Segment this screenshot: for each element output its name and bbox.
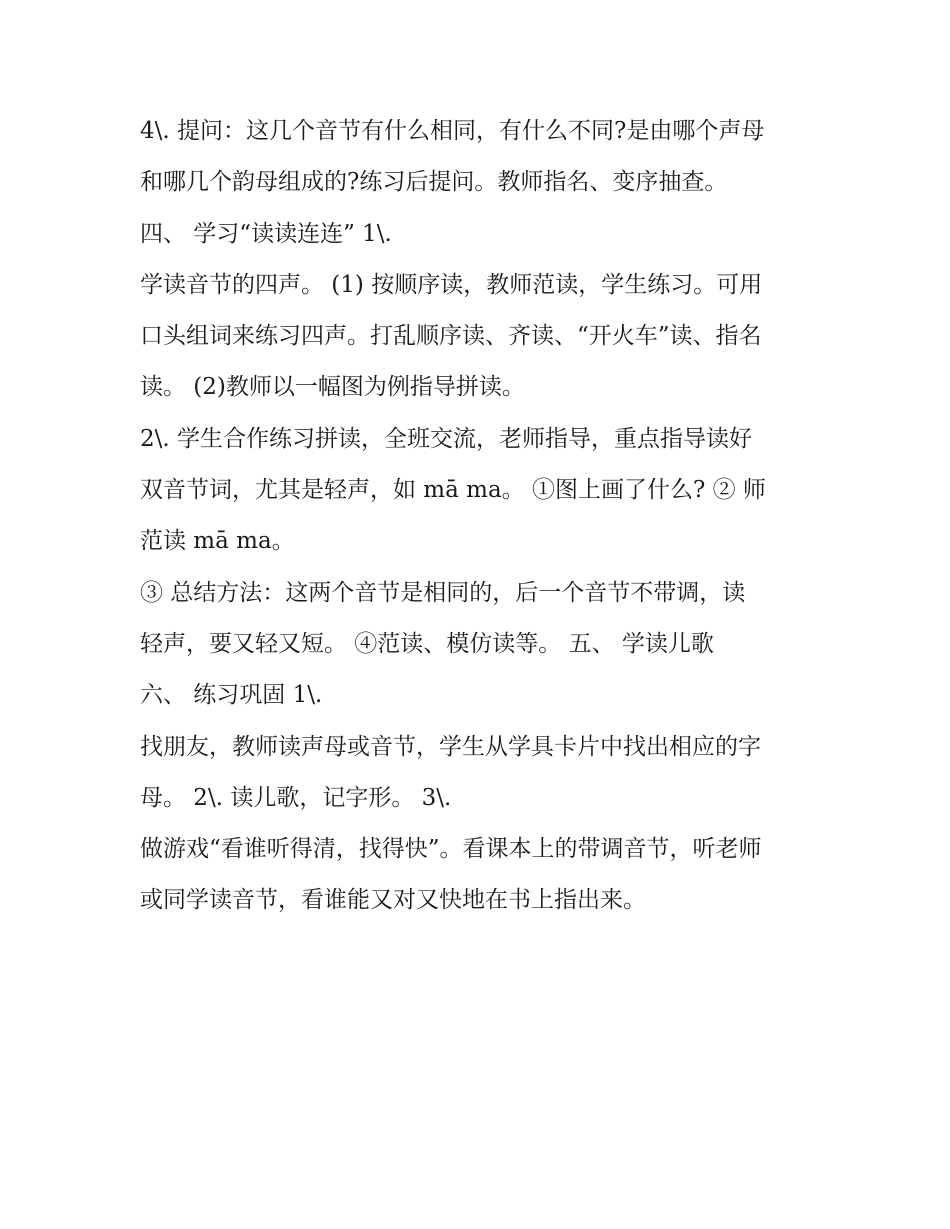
text-line: 读。 (2)教师以一幅图为例指导拼读。 bbox=[140, 374, 525, 401]
lesson-text bbox=[140, 106, 830, 927]
text-line: 学读音节的四声。 (1) 按顺序读，教师范读，学生练习。可用 bbox=[140, 271, 763, 298]
text-line: ③ 总结方法：这两个音节是相同的，后一个音节不带调，读 bbox=[140, 579, 746, 606]
text-line: 做游戏“看谁听得清，找得快”。看课本上的带调音节，听老师 bbox=[140, 836, 762, 863]
text-line: 2\. 学生合作练习拼读，全班交流，老师指导，重点指导读好 bbox=[140, 425, 753, 452]
text-line: 或同学读音节，看谁能又对又快地在书上指出来。 bbox=[140, 887, 646, 914]
text-line: 4\. 提问：这几个音节有什么相同，有什么不同?是由哪个声母 bbox=[140, 118, 765, 144]
text-line: 轻声，要又轻又短。 ④范读、模仿读等。 五、 学读儿歌 bbox=[140, 630, 714, 657]
text-line: 口头组词来练习四声。打乱顺序读、齐读、“开火车”读、指名 bbox=[140, 323, 762, 350]
text-line: 母。 2\. 读儿歌，记字形。 3\. bbox=[140, 784, 452, 811]
text-line: 双音节词，尤其是轻声，如 mā ma。 ①图上画了什么? ② 师 bbox=[140, 477, 766, 504]
text-line: 找朋友，教师读声母或音节，学生从学具卡片中找出相应的字 bbox=[140, 733, 761, 760]
text-line: 和哪几个韵母组成的?练习后提问。教师指名、变序抽查。 bbox=[140, 169, 728, 196]
section-heading-4: 四、 学习“读读连连” 1\. bbox=[140, 220, 392, 247]
section-heading-6: 六、 练习巩固 1\. bbox=[140, 682, 323, 709]
text-line: 范读 mā ma。 bbox=[140, 528, 295, 555]
